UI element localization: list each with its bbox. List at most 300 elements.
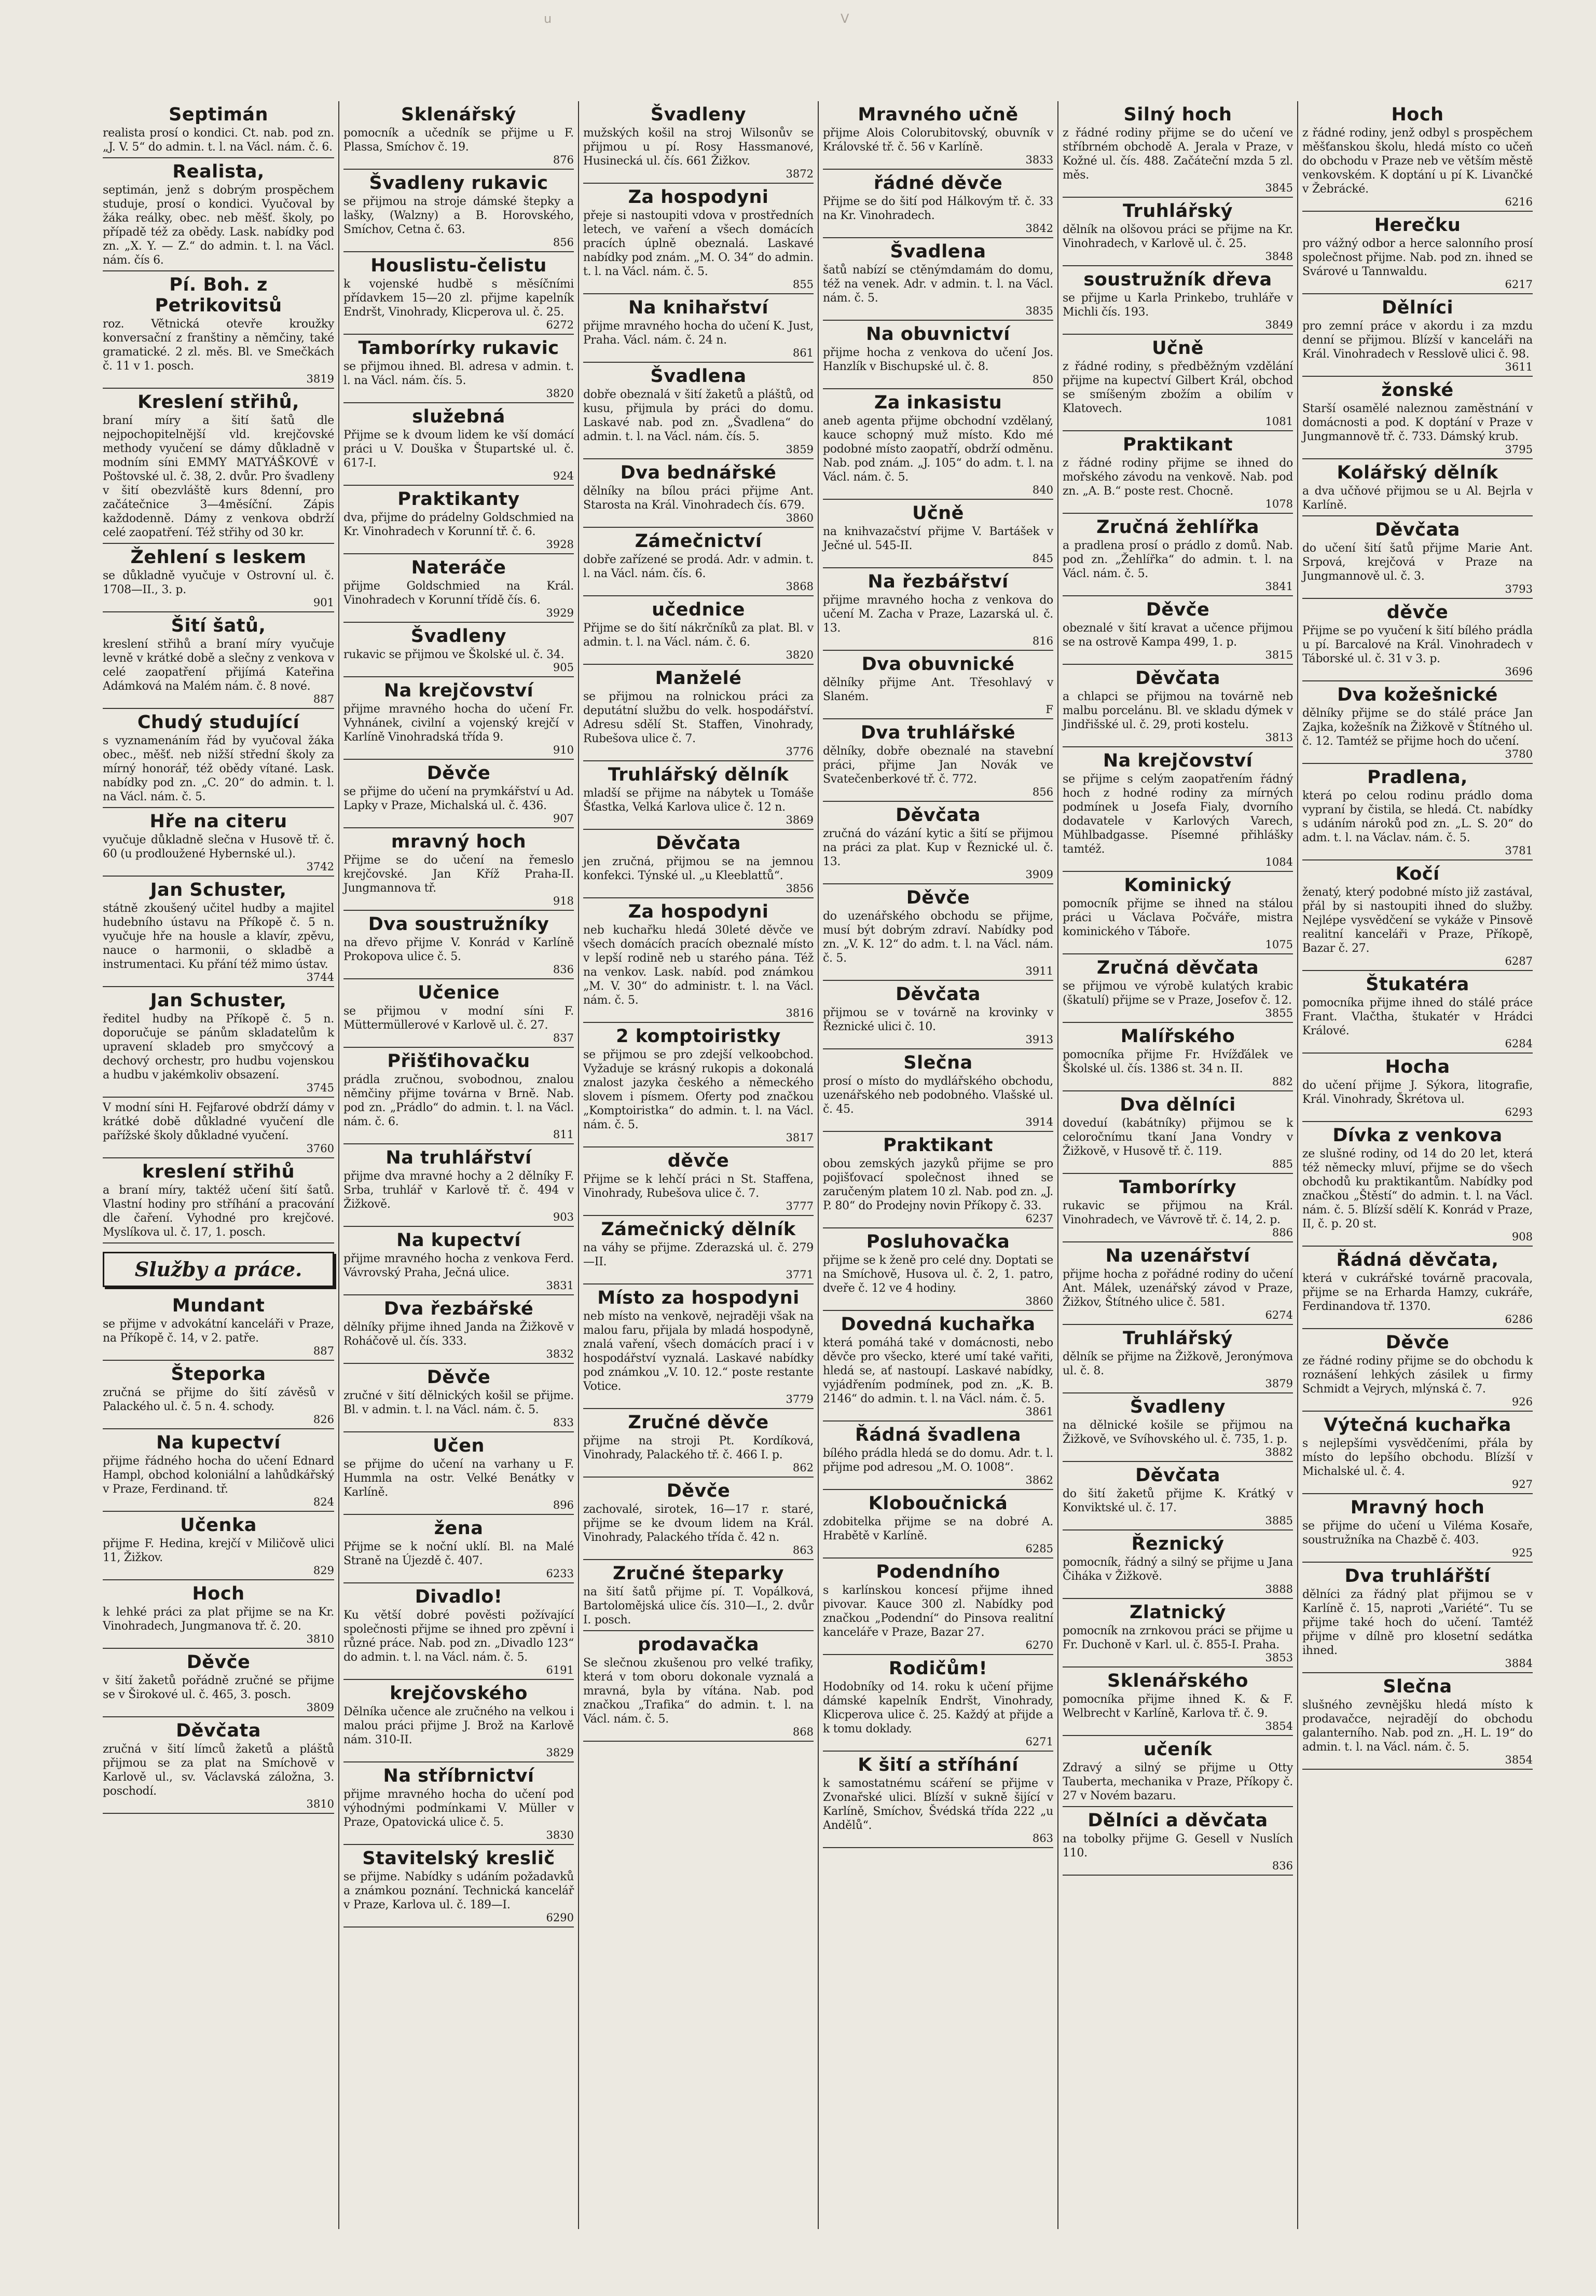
classified-ad — [1063, 747, 1293, 872]
ad-number: 845 — [1032, 552, 1053, 565]
ad-number: 3793 — [1505, 583, 1533, 595]
header-mark-left: u — [544, 11, 552, 26]
classified-ad — [583, 459, 814, 528]
ad-text: přijme hocha z venkova do učení Jos. Hanzlík v Bischupské ul. č. 8. — [823, 346, 1053, 373]
ad-text: k samostatnému scáření se přijme v Zvonařské ulici. Blízší v sukně šijící v Karlíně, Smíchov, Švédská třída 222 „u Andělů“. — [823, 1777, 1053, 1832]
ad-title: učednice — [652, 599, 745, 620]
ad-title: Děvče — [666, 1481, 731, 1501]
ad-number: 3771 — [786, 1268, 814, 1281]
ad-title: Děvčata — [1135, 1465, 1220, 1486]
classified-ad — [1302, 1673, 1533, 1770]
classified-ad — [1302, 516, 1533, 599]
classified-ad — [583, 363, 814, 459]
ad-number: 3813 — [1265, 731, 1293, 744]
ad-text: se přijmou ihned. Bl. adresa v admin. t. l. na Václ. nám. čís. 5. — [343, 360, 574, 387]
ad-number: 6274 — [1265, 1309, 1293, 1321]
ad-text: do učení šití šatů přijme Marie Ant. Srpová, krejčová v Praze na Jungmannově ul. č. 3. — [1302, 542, 1533, 583]
ad-title: soustružník dřeva — [1083, 269, 1272, 290]
ad-text: Přijme se k noční uklí. Bl. na Malé Straně na Újezdě č. 407. — [343, 1540, 574, 1567]
ad-text: která po celou rodinu prádlo doma vypraní by čistila, se hledá. Ct. nabídky s udáním nároků pod zn. „L. S. 20“ do adm. t. l. na Václav. nám. č. 5. — [1302, 789, 1533, 844]
ad-title: Žehlení s leskem — [130, 547, 307, 568]
ad-title: Švadleny — [650, 104, 747, 125]
ad-number: 3795 — [1505, 443, 1533, 456]
classified-ad — [583, 528, 814, 596]
ad-text: do uzenářského obchodu se přijme, musí být dobrým zdraví. Nabídky pod zn. „V. K. 12“ do adm. t. l. na Václ. nám. č. 5. — [823, 910, 1053, 965]
ad-title: Za hospodyni — [628, 901, 769, 922]
ad-title: Za inkasistu — [874, 392, 1002, 413]
classified-ad — [583, 830, 814, 898]
section-heading-services: Služby a práce. — [103, 1252, 334, 1287]
ad-number: 6270 — [1025, 1639, 1053, 1651]
ad-number: 3833 — [1025, 154, 1053, 166]
ad-text: dva, přijme do prádelny Goldschmied na Kr. Vinohradech v Korunní tř. č. 6. — [343, 511, 574, 538]
ad-text: realista prosí o kondici. Ct. nab. pod zn. „J. V. 5“ do admin. t. l. na Václ. nám. č. 6. — [103, 127, 334, 154]
ad-number: 3817 — [786, 1131, 814, 1144]
classified-ad — [103, 1292, 334, 1361]
ad-text: přijme mravného hocha do učení Fr. Vyhnánek, civilní a vojenský krejčí v Karlíně Vinohradská třída 9. — [343, 703, 574, 744]
ad-title: Dva dělníci — [1120, 1095, 1236, 1115]
ad-title: Děvčata — [656, 833, 741, 854]
ad-text: doveduí (kabátníky) přijmou se k celoročnímu tkaní Jana Vondry v Žižkově, v Husově tř. č. 119. — [1063, 1117, 1293, 1158]
ad-title: kreslení střihů — [142, 1161, 295, 1182]
classified-ad — [823, 321, 1053, 389]
ad-title: Švadleny — [1130, 1397, 1226, 1417]
ad-column-2 — [338, 101, 578, 2229]
ad-title: Stavitelský kreslič — [362, 1848, 555, 1869]
ad-number: 1078 — [1265, 498, 1293, 510]
ad-number: 3882 — [1265, 1446, 1293, 1458]
classified-ad — [823, 1228, 1053, 1311]
ad-number: 3777 — [786, 1200, 814, 1212]
classified-ads-page — [99, 101, 1557, 2229]
classified-ad — [823, 389, 1053, 500]
ad-text: zachovalé, sirotek, 16—17 r. staré, přijme se ke dvoum lidem na Král. Vinohrady, Palackého třída č. 42 n. — [583, 1503, 814, 1544]
ad-number: 1075 — [1265, 938, 1293, 951]
classified-ad — [343, 1048, 574, 1144]
ad-text: do šití žaketů přijme K. Krátký v Konviktské ul. č. 17. — [1063, 1487, 1293, 1514]
ad-number: 3776 — [786, 745, 814, 758]
ad-title: Praktikant — [883, 1135, 994, 1156]
ad-text: neb místo na venkově, nejraději však na malou faru, přijala by mladá hospodyně, znalá vaření, všech domácích prací i v hospodářství vyznalá. Laskavé nabídky pod známkou „V. 10. 12.“ poste restante Votice. — [583, 1310, 814, 1393]
ad-number: 3810 — [306, 1798, 334, 1810]
ad-number: 3869 — [786, 814, 814, 826]
ad-title: Chudý studující — [137, 712, 300, 733]
ad-text: přijme mravného hocha z venkova do učení M. Zacha v Praze, Lazarská ul. č. 13. — [823, 594, 1053, 635]
classified-ad — [1063, 1325, 1293, 1393]
ad-number: 3928 — [546, 538, 574, 551]
ad-number: 6284 — [1505, 1037, 1533, 1050]
classified-ad — [103, 389, 334, 544]
ad-title: služebná — [412, 406, 505, 427]
ad-number: 887 — [313, 693, 334, 705]
ad-title: Děvčata — [1135, 668, 1220, 689]
ad-text: s nejlepšími vysvědčeními, přála by místo do lepšího obchodu. Blízší v Michalské ul. č. 4. — [1302, 1437, 1533, 1478]
classified-ad — [343, 1432, 574, 1515]
classified-ad — [583, 1284, 814, 1409]
ad-title: Na kupectví — [396, 1230, 521, 1251]
ad-text: zručná do vázání kytic a šití se přijmou na práci za plat. Kup v Řeznické ul. č. 13. — [823, 827, 1053, 868]
classified-ad — [1063, 266, 1293, 335]
ad-number: 3696 — [1505, 665, 1533, 678]
classified-ad — [1063, 1530, 1293, 1599]
ad-title: Za hospodyni — [628, 187, 769, 208]
classified-ad — [823, 101, 1053, 170]
ad-number: 6293 — [1505, 1106, 1533, 1118]
ad-text: se přijmou se pro zdejší velkoobchod. Vyžaduje se krásný rukopis a dokonalá znalost jazyka českého a německého slovem i písmem. Oferty pod značkou „Komptoiristka“ do admin. t. l. na Václ. nám. č. 5. — [583, 1048, 814, 1131]
ad-title: Dva obuvnické — [861, 654, 1015, 675]
ad-text: přijme mravného hocha do učení pod výhodnými podmínkami V. Müller v Praze, Opatovická ulice č. 5. — [343, 1788, 574, 1829]
classified-ad — [1063, 1393, 1293, 1462]
classified-ad — [1302, 1329, 1533, 1412]
ad-title: Dovedná kuchařka — [841, 1314, 1036, 1335]
classified-ad — [1302, 294, 1533, 377]
ad-column-4 — [818, 101, 1057, 2229]
ad-title: Hře na citeru — [149, 811, 287, 832]
ad-text: neb kuchařku hledá 30leté děvče ve všech domácích pracích obeznalé místo v lepší rodině neb u starého pána. Též na venkov. Lask. nabíd. pod známkou „M. V. 30“ do administr. t. l. na Václ. nám. č. 5. — [583, 924, 814, 1007]
ad-text: ze řádné rodiny přijme se do obchodu k roznášení lehkých zásilek u firmy Schmidt a Vejrych, mlýnská č. 7. — [1302, 1355, 1533, 1396]
ad-title: Zručné šteparky — [613, 1563, 784, 1584]
classified-ad — [103, 612, 334, 709]
ad-number: 3835 — [1025, 305, 1053, 317]
ad-title: Na krejčovství — [1103, 750, 1253, 771]
ad-text: přeje si nastoupiti vdova v prostředních letech, ve vaření a všech domácích pracích úplně obeznalá. Laskavé nabídky pod znám. „M. O. 34“ do admin. t. l. na Václ. nám. č. 5. — [583, 209, 814, 278]
ad-text: obou zemských jazyků přijme se pro pojišťovací společnost ihned se zaručeným platem 10 zl. Nab. pod zn. „J. P. 80“ do Prodejny novin Příkopy č. 33. — [823, 1157, 1053, 1212]
ad-title: Podendního — [876, 1562, 1000, 1582]
ad-text: se přijmou v modní síni F. Müttermüllerové v Karlově ul. č. 27. — [343, 1005, 574, 1032]
ad-number: F — [1045, 703, 1053, 716]
classified-ad — [343, 828, 574, 911]
ad-number: 3744 — [306, 971, 334, 983]
classified-ad — [1302, 599, 1533, 681]
ad-text: z řádné rodiny, jenž odbyl s prospěchem měšťanskou školu, hledá místo co učeň do obchodu v Praze neb ve větším městě venkovském. K doptání u pí K. Livančké v Žebrácké. — [1302, 127, 1533, 196]
classified-ad — [343, 1762, 574, 1845]
ad-title: Děvče — [186, 1652, 251, 1673]
ad-number: 3779 — [786, 1393, 814, 1405]
classified-ad — [1063, 1599, 1293, 1668]
ad-title: Dva soustružníky — [368, 914, 549, 935]
ad-number: 3861 — [1025, 1405, 1053, 1418]
classified-ad — [343, 1515, 574, 1583]
ad-title: Truhlářský — [1123, 1328, 1233, 1349]
ad-number: 885 — [1272, 1158, 1293, 1170]
ad-text: pomocník přijme se ihned na stálou práci u Václava Počváře, mistra kominického v Táboře. — [1063, 897, 1293, 938]
ad-number: 6290 — [546, 1911, 574, 1924]
ad-text: aneb agenta přijme obchodní vzdělaný, kauce schopný muž místo. Kdo mé podobné místo zaopatří, obdrží odměnu. Nab. pod znám. „J. 105“ do adm. t. l. na Václ. nám. č. 5. — [823, 415, 1053, 484]
ad-column-6 — [1297, 101, 1537, 2229]
classified-ad — [583, 1409, 814, 1478]
ad-title: Hoch — [192, 1583, 245, 1604]
classified-ad — [103, 1717, 334, 1814]
classified-ad — [583, 184, 814, 294]
ad-text: Přijme se do šití nákrčníků za plat. Bl. v admin. t. l. na Václ. nám. č. 6. — [583, 622, 814, 649]
ad-number: 3848 — [1265, 250, 1293, 263]
ad-title: Zlatnický — [1130, 1602, 1226, 1623]
ad-title: Švadlena — [650, 366, 747, 387]
classified-ad — [823, 500, 1053, 568]
ad-title: krejčovského — [390, 1683, 528, 1704]
ad-title: Dívka z venkova — [1332, 1125, 1503, 1146]
ad-text: přijme na stroji Pt. Kordíková, Vinohrady, Palackého tř. č. 466 I. p. — [583, 1434, 814, 1461]
ad-title: Na stříbrnictví — [383, 1766, 534, 1786]
ad-text: roz. Větnická otevře kroužky konversační z franštiny a němčiny, také gramatické. 2 zl. měs. Bl. ve Smečkách č. 11 v 1. posch. — [103, 318, 334, 373]
ad-text: na tobolky přijme G. Gesell v Nuslích 110. — [1063, 1833, 1293, 1860]
ad-number: 6271 — [1025, 1735, 1053, 1748]
ad-text: Přijme se do šití pod Hálkovým tř. č. 33 na Kr. Vinohradech. — [823, 195, 1053, 222]
ad-title: Na truhlářství — [386, 1147, 532, 1168]
ad-text: pomocníka přijme Fr. Hvížďálek ve Školské ul. čís. 1386 st. 34 n. II. — [1063, 1048, 1293, 1075]
classified-ad — [343, 554, 574, 623]
ad-title: Děvče — [906, 887, 970, 908]
classified-ad — [823, 1752, 1053, 1848]
ad-number: 836 — [1272, 1860, 1293, 1872]
ad-title: Děvčata — [896, 805, 981, 826]
classified-ad — [1063, 1668, 1293, 1736]
ad-text: ředitel hudby na Příkopě č. 5 n. doporučuje se pánům skladatelům k upravení skladeb pro smyčcový a dechový orchestr, pro hudbu vojenskou a hudbu v jakémkoliv obsazení. — [103, 1013, 334, 1082]
ad-text: Ku větší dobré pověsti požívající společnosti přijme se ihned pro zpěvní i různé práce. Nab. pod zn. „Divadlo 123“ do admin. t. l. na Václ. nám. č. 5. — [343, 1609, 574, 1664]
ad-title: Na obuvnictví — [866, 324, 1010, 345]
ad-title: Tamborírky — [1119, 1177, 1237, 1198]
ad-text: přijme mravného hocha z venkova Ferd. Vávrovský Praha, Ječná ulice. — [343, 1252, 574, 1279]
ad-title: Dělníci a děvčata — [1088, 1810, 1268, 1831]
ad-title: Zručné děvče — [628, 1412, 769, 1433]
ad-title: Praktikant — [1122, 434, 1233, 455]
classified-ad — [1063, 954, 1293, 1023]
ad-text: zručná se přijme do šití závěsů v Palackého ul. č. 5 n. 4. schody. — [103, 1386, 334, 1413]
ad-number: 925 — [1511, 1547, 1533, 1559]
ad-title: Učenka — [180, 1515, 257, 1536]
classified-ad — [823, 802, 1053, 884]
ad-number: 3859 — [786, 443, 814, 456]
ad-title: Rodičům! — [888, 1658, 988, 1679]
classified-ad — [103, 877, 334, 987]
classified-ad — [583, 294, 814, 363]
classified-ad — [343, 623, 574, 677]
classified-ad — [343, 1583, 574, 1680]
ad-text: ženatý, který podobné místo již zastával, přál by si nastoupiti ihned do služby. Nejlépe vysvědčení se vykáže v Pinsově realitní kanceláři v Praze, Příkopě, Bazar č. 27. — [1302, 886, 1533, 955]
classified-ad — [343, 1845, 574, 1928]
ad-title: Štukatéra — [1366, 974, 1469, 995]
classified-ad — [583, 761, 814, 830]
classified-ad — [1302, 1563, 1533, 1673]
ad-number: 6233 — [546, 1567, 574, 1580]
ad-title: Dva řezbářské — [383, 1299, 534, 1319]
ad-text: přijme řádného hocha do učení Ednard Hampl, obchod koloniální a lahůdkářský v Praze, Ferdinand. tř. — [103, 1455, 334, 1496]
ad-text: se přijmou na stroje dámské štepky a lašky, (Walzny) a B. Horovského, Smíchov, Cetna č. 63. — [343, 195, 574, 236]
classified-ad — [343, 1680, 574, 1762]
classified-ad — [1063, 1174, 1293, 1242]
classified-ad — [343, 1144, 574, 1227]
classified-ad — [583, 665, 814, 761]
classified-ad — [1063, 101, 1293, 198]
ad-title: Posluhovačka — [866, 1232, 1010, 1252]
classified-ad — [583, 1023, 814, 1147]
ad-number: 907 — [553, 812, 574, 825]
ad-title: Dva truhlářští — [1344, 1566, 1491, 1587]
ad-text: se přijme do učení na prymkářství u Ad. Lapky v Praze, Michalská ul. č. 436. — [343, 785, 574, 812]
ad-text: Přijme se do učení na řemeslo krejčovské. Jan Kříž Praha-II. Jungmannova tř. — [343, 854, 574, 895]
ad-text: přijme mravného hocha do učení K. Just, Praha. Václ. nám. č. 24 n. — [583, 320, 814, 347]
ad-number: 3810 — [306, 1633, 334, 1645]
ad-number: 3832 — [546, 1348, 574, 1360]
ad-text: státně zkoušený učitel hudby a majitel hudebního ústavu na Příkopě č. 5 n. vyučuje hře na housle a klavír, zpěvu, nauce o harmonii, o skladbě a instrumentaci. Ku přání též mimo ústav. — [103, 902, 334, 971]
ad-title: Kolářský dělník — [1337, 462, 1498, 483]
ad-column-5 — [1057, 101, 1297, 2229]
ad-number: 886 — [1272, 1226, 1293, 1239]
ad-number: 840 — [1032, 484, 1053, 496]
ad-title: Zámečnictví — [635, 531, 762, 552]
ad-text: dělník na olšovou práci se přijme na Kr. Vinohradech, v Karlově ul. č. 25. — [1063, 223, 1293, 250]
classified-ad — [1063, 198, 1293, 266]
ad-text: jen zručná, přijmou se na jemnou konfekci. Týnské ul. „u Kleeblattů“. — [583, 855, 814, 882]
ad-number: 826 — [313, 1413, 334, 1426]
ad-number: 3888 — [1265, 1583, 1293, 1595]
classified-ad — [1063, 1736, 1293, 1807]
ad-text: a dva učňové přijmou se u Al. Bejrla v Karlíně. — [1302, 485, 1533, 512]
ad-text: přijme se k ženě pro celé dny. Doptati se na Smíchově, Husova ul. č. 2, 1. patro, dveře č. 12 ve 4 hodiny. — [823, 1254, 1053, 1295]
ad-text: pomocník na zrnkovou práci se přijme u Fr. Duchoně v Karl. ul. č. 855-I. Praha. — [1063, 1624, 1293, 1651]
ad-title: Houslistu-čelistu — [370, 255, 547, 276]
ad-number: 876 — [553, 154, 574, 166]
classified-ad — [103, 101, 334, 158]
ad-text: pomocník, řádný a silný se přijme u Jana Čiháka v Žižkově. — [1063, 1556, 1293, 1583]
classified-ad — [103, 544, 334, 612]
ad-number: 926 — [1511, 1396, 1533, 1408]
ad-number: 3885 — [1265, 1514, 1293, 1527]
classified-ad — [1302, 212, 1533, 294]
ad-number: 3781 — [1505, 844, 1533, 857]
ad-title: Švadleny rukavic — [369, 173, 548, 194]
ad-text: kreslení střihů a braní míry vyučuje levně v krátké době a slečny z venkova v celé zaopatření přijímá Kateřina Adámková na Malém nám. č. 8 nové. — [103, 638, 334, 693]
classified-ad — [343, 252, 574, 335]
classified-ad — [823, 568, 1053, 651]
ad-text: zručná v šití límců žaketů a pláštů přijmou se za plat na Smíchově v Karlově ul., sv. Václavská záložna, 3. poschodí. — [103, 1743, 334, 1798]
ad-title: Učně — [912, 503, 964, 524]
ad-title: 2 komptoiristky — [616, 1026, 781, 1047]
ad-number: 3760 — [306, 1142, 334, 1155]
ad-number: 1084 — [1265, 856, 1293, 868]
classified-ad — [1302, 764, 1533, 860]
ad-title: Jan Schuster, — [150, 990, 287, 1011]
classified-ad — [343, 170, 574, 252]
classified-ad — [103, 1098, 334, 1158]
ad-text: s vyznamenáním řád by vyučoval žáka obec., měšť. neb nižší střední školy za mírný honorář, též obědy vítané. Lask. nabídky pod zn. „C. 20“ do admin. t. l. na Václ. nám. č. 5. — [103, 734, 334, 803]
classified-ad — [583, 1631, 814, 1742]
classified-ad — [1063, 665, 1293, 747]
ad-number: 856 — [553, 236, 574, 249]
ad-number: 3862 — [1025, 1474, 1053, 1486]
ad-number: 829 — [313, 1564, 334, 1577]
ad-number: 6285 — [1025, 1542, 1053, 1555]
ad-number: 861 — [792, 347, 814, 359]
ad-text: pro zemní práce v akordu i za mzdu denní se přijmou. Blízší v kanceláři na Král. Vinohradech v Resslově ulici č. 98. — [1302, 320, 1533, 361]
classified-ad — [823, 1655, 1053, 1752]
ad-number: 3815 — [1265, 649, 1293, 661]
ad-number: 3872 — [786, 168, 814, 180]
classified-ad — [823, 1132, 1053, 1228]
ad-text: obeznalé v šití kravat a učence přijmou se na ostrově Kampa 499, 1. p. — [1063, 622, 1293, 649]
ad-number: 1081 — [1265, 415, 1293, 428]
ad-title: Tamborírky rukavic — [358, 338, 559, 359]
ad-text: dělník se přijme na Žižkově, Jeronýmova ul. č. 8. — [1063, 1350, 1293, 1377]
ad-number: 3742 — [306, 860, 334, 873]
ad-number: 3860 — [786, 512, 814, 524]
ad-title: Silný hoch — [1123, 104, 1232, 125]
ad-number: 3819 — [306, 373, 334, 385]
ad-title: Místo za hospodyni — [597, 1288, 800, 1308]
ad-title: Řádná děvčata, — [1336, 1250, 1499, 1270]
ad-title: Slečna — [1383, 1676, 1452, 1697]
ad-text: na dřevo přijme V. Konrád v Karlíně Prokopova ulice č. 5. — [343, 936, 574, 963]
ad-title: Přišťihovačku — [387, 1051, 530, 1072]
ad-text: Přijme se k dvoum lidem ke vší domácí práci u V. Douška v Štupartské ul. č. 617-I. — [343, 429, 574, 470]
ad-title: Na řezbářství — [868, 571, 1009, 592]
ad-text: z řádné rodiny, s předběžným vzdělání přijme na kupectví Gilbert Král, obchod se smíšeným zbožím a obilím v Klatovech. — [1063, 360, 1293, 415]
ad-text: slušného zevnějšku hledá místo k prodavačce, nejradějí do obchodu galanterního. Nab. pod zn. „H. L. 19“ do admin. t. l. na Václ. nám. č. 5. — [1302, 1699, 1533, 1754]
classified-ad — [823, 1559, 1053, 1655]
ad-number: 3830 — [546, 1829, 574, 1841]
classified-ad — [103, 1429, 334, 1512]
ad-title: děvče — [667, 1151, 730, 1171]
ad-number: 855 — [792, 278, 814, 291]
ad-title: Realista, — [172, 161, 265, 182]
ad-number: 3831 — [546, 1279, 574, 1292]
classified-ad — [1063, 872, 1293, 954]
ad-text: pomocník a učedník se přijme u F. Plassa, Smíchov č. 19. — [343, 127, 574, 154]
ad-number: 905 — [553, 661, 574, 674]
ad-title: Kominický — [1124, 875, 1232, 896]
classified-ad — [1302, 377, 1533, 459]
ad-number: 3849 — [1265, 319, 1293, 331]
classified-ad — [583, 1478, 814, 1560]
classified-ad — [343, 1227, 574, 1295]
ad-text: Přijme se k lehčí práci n St. Staffena, Vinohrady, Rubešova ulice č. 7. — [583, 1173, 814, 1200]
ad-title: Kočí — [1395, 864, 1440, 884]
ad-title: Hocha — [1385, 1057, 1450, 1077]
ad-text: přijmou se v továrně na krovinky v Řeznické ulici č. 10. — [823, 1006, 1053, 1033]
classified-ad — [103, 1512, 334, 1580]
ad-title: Zámečnický dělník — [601, 1219, 796, 1240]
ad-title: řádné děvče — [873, 173, 1003, 194]
ad-number: 816 — [1032, 635, 1053, 647]
ad-number: 3842 — [1025, 222, 1053, 235]
ad-text: pomocníka přijme ihned K. & F. Welbrecht v Karlíně, Karlova tř. č. 9. — [1063, 1693, 1293, 1720]
ad-number: 824 — [313, 1496, 334, 1508]
classified-ad — [103, 271, 334, 389]
ad-text: přijme Alois Colorubitovský, obuvník v Královské tř. č. 56 v Karlíně. — [823, 127, 1053, 154]
ad-title: K šití a stříhání — [858, 1755, 1019, 1775]
ad-text: V modní síni H. Fejfarové obdrží dámy v krátké době důkladné vyučení dle pařížské školy důkladné vyučení. — [103, 1101, 334, 1142]
ad-title: Slečna — [903, 1053, 973, 1073]
ad-number: 3780 — [1505, 748, 1533, 760]
ad-title: Malířského — [1120, 1026, 1235, 1047]
ad-text: Přijme se po vyučení k šití bílého prádla u pí. Barcalové na Král. Vinohradech v Táborské ul. č. 31 v 3. p. — [1302, 624, 1533, 665]
ad-title: Děvče — [1385, 1332, 1450, 1353]
ad-title: Pí. Boh. z Petrikovitsů — [155, 275, 282, 316]
ad-title: Pradlena, — [1367, 767, 1468, 788]
ad-title: Učně — [1152, 338, 1204, 359]
ad-text: přijme dva mravné hochy a 2 dělníky F. Srba, truhlář v Karlově tř. č. 494 v Žižkově. — [343, 1170, 574, 1211]
ad-text: která pomáhá také v domácnosti, nebo děvče pro všecko, které umí také vařiti, hledá se, ať nastoupí. Laskavé nabídky, vyjádřením podmínek, pod zn. „K. B. 2146“ do admin. t. l. na Václ. nám. č. 5. — [823, 1336, 1053, 1405]
ad-title: Jan Schuster, — [150, 880, 287, 900]
ad-number: 850 — [1032, 373, 1053, 386]
ad-text: se důkladně vyučuje v Ostrovní ul. č. 1708—II., 3. p. — [103, 569, 334, 596]
ad-number: 3820 — [786, 649, 814, 661]
ad-number: 863 — [1032, 1832, 1053, 1844]
ad-text: Hodobníky od 14. roku k učení přijme dámské kapelník Endršt, Vinohrady, Klicperova ulice č. 25. Každý at přijde a k tomu doklady. — [823, 1680, 1053, 1735]
ad-number: 3854 — [1505, 1754, 1533, 1766]
ad-number: 924 — [553, 470, 574, 482]
ad-title: Učenice — [418, 982, 500, 1003]
